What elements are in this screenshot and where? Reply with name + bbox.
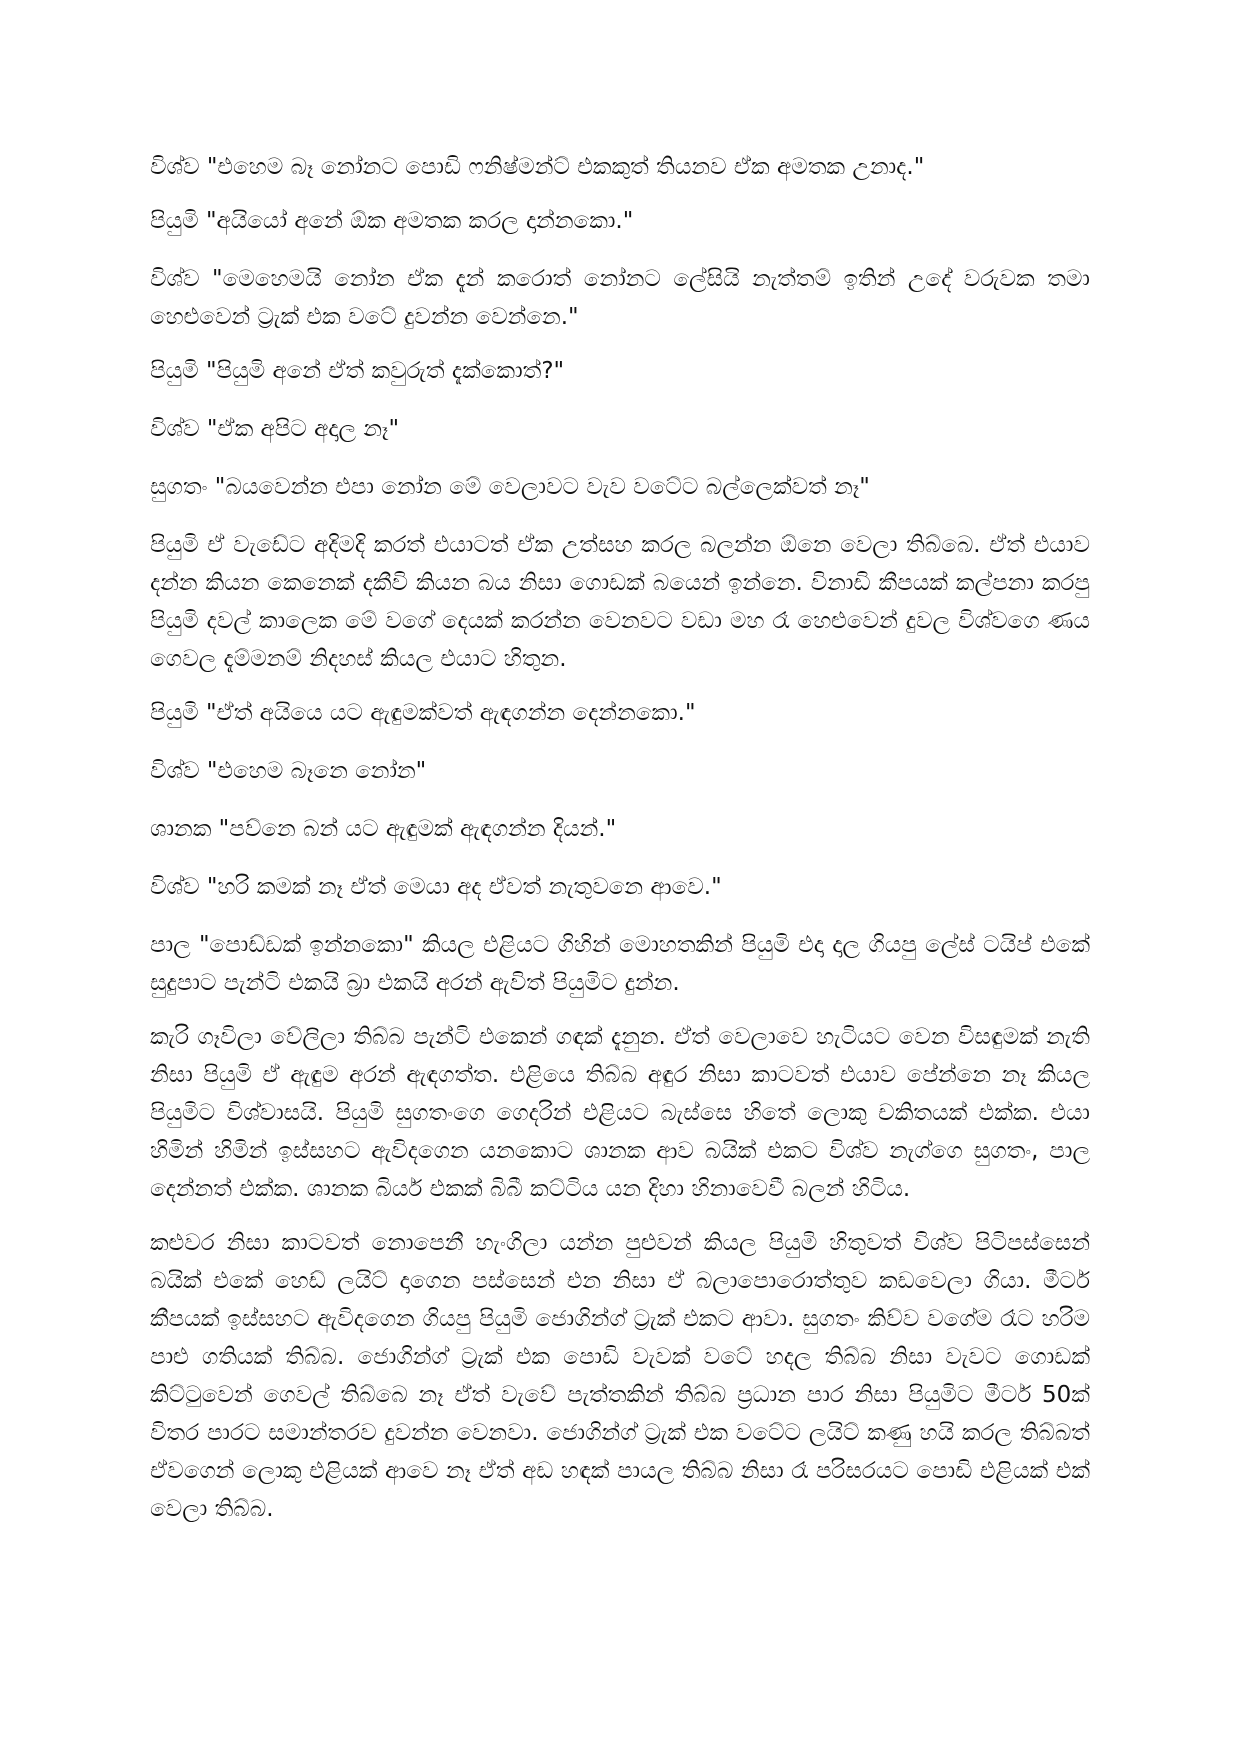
paragraph-7: පියුමි ඒ වැඩේට අදිමදි කරත් එයාටත් ඒක උත්සහ කරල බලන්න ඕනෙ වෙලා තිබ්බෙ. ඒත් එයාව දන්න කියන කෙනෙක් දකීවි කියන බය නිසා ගොඩක් බයෙන් ඉන්නෙ. විනාඩි කීපයක් කල්පනා කරපු පියුමි දවල් කාලෙක මේ වගේ දෙයක් කරන්න වෙනවට වඩා මහ රෑ හෙළුවෙන් දුවල විශ්වගෙ ණය ගෙවල දැම්මනම් නිදහස් කියල එයාට හිතුන. xyxy=(150,532,1090,672)
paragraph-11: විශ්ව "හරි කමක් නෑ ඒත් මෙයා අද ඒවත් නැතුවනෙ ආවෙ." xyxy=(150,874,722,900)
paragraph-5: විශ්ව "ඒක අපිට අදාල නෑ" xyxy=(150,416,400,442)
paragraph-2: පියුමි "අයියෝ අනේ ඕක අමතක කරල දාන්නකො." xyxy=(150,208,634,234)
paragraph-9: විශ්ව "එහෙම බෑනෙ නෝන" xyxy=(150,758,427,784)
paragraph-10: ශානක "පව්නෙ බන් යට ඇඳුමක් ඇඳගන්න දියන්." xyxy=(150,816,617,842)
paragraph-12: පාල "පොඩ්ඩක් ඉන්නකො" කියල එළියට ගිහින් මොහතකින් පියුමි එදා දාල ගියපු ලේස් ටයිප් එකේ සුදුපාට පැන්ටි එකයි බ්‍රා එකයි අරන් ඇවිත් පියුමිට දුන්න. xyxy=(150,932,1090,996)
paragraph-3: විශ්ව "මෙහෙමයි නෝන ඒක දැන් කරොත් නෝනට ලේසියි නැත්තම් ඉතින් උදේ වරුවක තමා හෙළුවෙන් ට්‍රැක් එක වටේ දුවන්න වෙන්නෙ." xyxy=(150,266,1090,330)
paragraph-8: පියුමි "ඒත් අයියෙ යට ඇඳුමක්වත් ඇඳගන්න දෙන්නකො." xyxy=(150,700,696,726)
paragraph-4: පියුමි "පියුමි අනේ ඒත් කවුරුත් දැක්කොත්?" xyxy=(150,358,565,384)
document-body xyxy=(150,148,1090,1544)
paragraph-1: විශ්ව "එහෙම බෑ නෝනට පොඩි ෆනිෂ්මන්ට් එකකුත් තියනව ඒක අමතක උනාද." xyxy=(150,154,925,180)
paragraph-6: සුගතං "බයවෙන්න එපා නෝන මේ වෙලාවට වැව වටේට බල්ලෙක්වත් නෑ" xyxy=(150,474,870,500)
paragraph-13: කැරි ගෑවිලා වේලිලා තිබ්බ පැන්ටි එකෙන් ගඳක් දැනුන. ඒත් වෙලාවෙ හැටියට වෙන විසඳුමක් නැති නිසා පියුමි ඒ ඇඳුම අරන් ඇඳගත්ත. එළියෙ තිබ්බ අඳුර නිසා කාටවත් එයාව පේන්නෙ නෑ කියල පියුමිට විශ්වාසයි. පියුමි සුගතංගෙ ගෙදරින් එළියට බැස්සෙ හිතේ ලොකු චකිතයක් එක්ක. එයා හිමින් හිමින් ඉස්සහට ඇවිදගෙන යනකොට ශානක ආව බයික් එකට විශ්ව නැග්ගෙ සුගතං, පාල දෙන්නත් එක්ක. ශානක බියර් එකක් බිබී කට්ටිය යන දිහා හිනාවෙවී බලන් හිටිය. xyxy=(150,1024,1090,1202)
paragraph-14: කළුවර නිසා කාටවත් නොපෙනී හැංගිලා යන්න පුළුවන් කියල පියුමි හිතුවත් විශ්ව පිටිපස්සෙන් බයික් එකේ හෙඩ් ලයිට් දාගෙන පස්සෙන් එන නිසා ඒ බලාපොරොත්තුව කඩවෙලා ගියා. මීටර් කීපයක් ඉස්සහට ඇවිදගෙන ගියපු පියුමි ජොගින්ග් ට්‍රැක් එකට ආවා. සුගතං කිව්ව වගේම රෑට හරිම පාළු ගතියක් තිබ්බ. ජොගින්ග් ට්‍රැක් එක පොඩි වැවක් වටේ හදල තිබ්බ නිසා වැවට ගොඩක් කිට්ටුවෙන් ගෙවල් තිබ්බෙ නෑ ඒත් වැවේ පැත්තකින් තිබ්බ ප්‍රධාන පාර නිසා පියුමිට මීටර් 50ක් විතර පාරට සමාන්තරව දුවන්න වෙනවා. ජොගින්ග් ට්‍රැක් එක වටේට ලයිට් කණු හයි කරල තිබ්බත් ඒවගෙන් ලොකු එළියක් ආවෙ නෑ ඒත් අඩ හඳක් පායල තිබ්බ නිසා රෑ පරිසරයට පොඩි එළියක් එක් වෙලා තිබ්බ. xyxy=(150,1230,1090,1522)
